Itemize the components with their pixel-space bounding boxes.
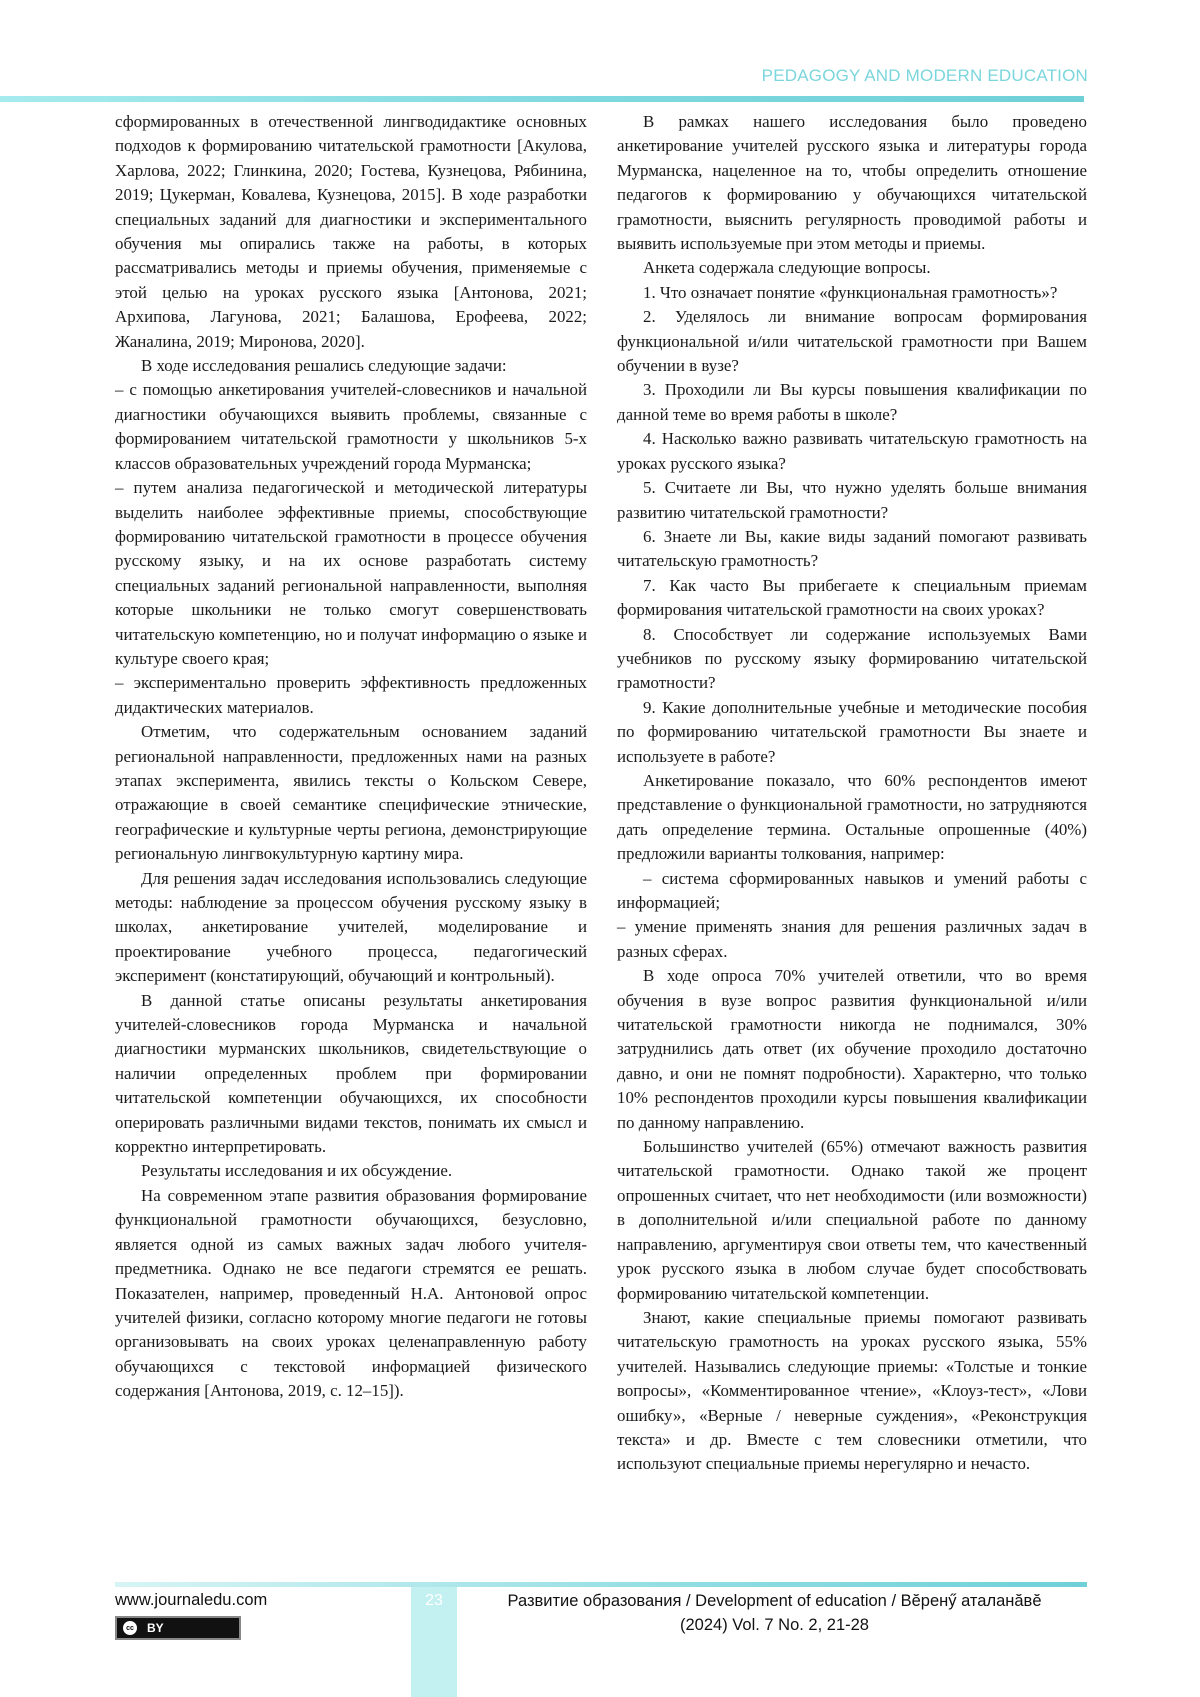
- paragraph: Отметим, что содержательным основанием заданий региональной направленности, предложенных нами на разных этапах эксперимента, явились тексты о Кольском Севере, отражающие в своей семантике специфические этнические, географические и культурные черты региона, демонстрирующие региональную лингвокультурную картину мира.: [115, 720, 587, 866]
- paragraph: сформированных в отечественной лингводидактике основных подходов к формированию читательской грамотности [Акулова, Харлова, 2022; Глинкина, 2020; Гостева, Кузнецова, Рябинина, 2019; Цукерман, Ковалева, Кузнецова, 2015]. В ходе разработки специальных заданий для диагностики и экспериментального обучения мы опирались также на работы, в которых рассматривались методы и приемы обучения, применяемые с этой целью на уроках русского языка [Антонова, 2021; Архипова, Лагунова, 2021; Балашова, Ерофеева, 2022; Жаналина, 2019; Миронова, 2020].: [115, 110, 587, 354]
- cc-by-license-badge[interactable]: [115, 1616, 241, 1640]
- footer-divider: [115, 1582, 1087, 1587]
- task-list-item: – экспериментально проверить эффективность предложенных дидактических материалов.: [115, 671, 587, 720]
- header-divider: [0, 96, 1084, 102]
- questionnaire-item: 4. Насколько важно развивать читательскую грамотность на уроках русского языка?: [617, 427, 1087, 476]
- paragraph: В рамках нашего исследования было проведено анкетирование учителей русского языка и литературы города Мурманска, нацеленное на то, чтобы определить отношение педагогов к формированию у обучающихся читательской грамотности, выяснить регулярность проводимой работы и выявить используемые при этом методы и приемы.: [617, 110, 1087, 256]
- creative-commons-icon: cc: [121, 1619, 139, 1637]
- questionnaire-item: 7. Как часто Вы прибегаете к специальным приемам формирования читательской грамотности на своих уроках?: [617, 574, 1087, 623]
- paragraph: Знают, какие специальные приемы помогают развивать читательскую грамотность на уроках русского языка, 55% учителей. Назывались следующие приемы: «Толстые и тонкие вопросы», «Комментированное чтение», «Клоуз-тест», «Лови ошибку», «Верные / неверные суждения», «Реконструкция текста» и др. Вместе с тем словесники отметили, что используют специальные приемы нерегулярно и нечасто.: [617, 1306, 1087, 1477]
- questionnaire-item: 6. Знаете ли Вы, какие виды заданий помогают развивать читательскую грамотность?: [617, 525, 1087, 574]
- journal-name: Развитие образования / Development of education / Вĕренӳ аталанăвĕ: [472, 1589, 1077, 1613]
- page-number: 23: [411, 1592, 457, 1610]
- paragraph: Для решения задач исследования использовались следующие методы: наблюдение за процессом обучения русскому языку в школах, анкетирование учителей, моделирование и проектирование учебного процесса, педагогический эксперимент (констатирующий, обучающий и контрольный).: [115, 867, 587, 989]
- paragraph: На современном этапе развития образования формирование функциональной грамотности обучающихся, безусловно, является одной из самых важных задач любого учителя-предметника. Однако не все педагоги стремятся ее решать. Показателен, например, проведенный Н.А. Антоновой опрос учителей физики, согласно которому многие педагоги не готовы организовывать на своих уроках целенаправленную работу обучающихся с текстовой информацией физического содержания [Антонова, 2019, с. 12–15]).: [115, 1184, 587, 1404]
- task-list-item: – путем анализа педагогической и методической литературы выделить наиболее эффективные приемы, способствующие формированию читательской грамотности в процессе обучения русскому языку, и на их основе разработать систему специальных заданий региональной направленности, выполняя которые школьники не только смогут совершенствовать читательскую компетенцию, но и получат информацию о языке и культуре своего края;: [115, 476, 587, 671]
- questionnaire-item: 8. Способствует ли содержание используемых Вами учебников по русскому языку формированию читательской грамотности?: [617, 623, 1087, 696]
- journal-citation: [472, 1589, 1077, 1637]
- task-list-item: – с помощью анкетирования учителей-словесников и начальной диагностики обучающихся выявить проблемы, связанные с формированием читательской грамотности у школьников 5-х классов образовательных учреждений города Мурманска;: [115, 378, 587, 476]
- running-header-title: PEDAGOGY AND MODERN EDUCATION: [762, 66, 1088, 86]
- questionnaire-item: 1. Что означает понятие «функциональная грамотность»?: [617, 281, 1087, 305]
- right-text-column: [617, 110, 1087, 1477]
- questionnaire-item: 5. Считаете ли Вы, что нужно уделять больше внимания развитию читательской грамотности?: [617, 476, 1087, 525]
- definition-item: – система сформированных навыков и умений работы с информацией;: [617, 867, 1087, 916]
- paragraph: Большинство учителей (65%) отмечают важность развития читательской грамотности. Однако такой же процент опрошенных считает, что нет необходимости (или возможности) в дополнительной и/или специальной работе по данному направлению, аргументируя свои ответы тем, что качественный урок русского языка в любом случае будет способствовать формированию читательской компетенции.: [617, 1135, 1087, 1306]
- paragraph: Анкетирование показало, что 60% респондентов имеют представление о функциональной грамотности, но затрудняются дать определение термина. Остальные опрошенные (40%) предложили варианты толкования, например:: [617, 769, 1087, 867]
- questionnaire-item: 3. Проходили ли Вы курсы повышения квалификации по данной теме во время работы в школе?: [617, 378, 1087, 427]
- questionnaire-item: 9. Какие дополнительные учебные и методические пособия по формированию читательской грамотности Вы знаете и используете в работе?: [617, 696, 1087, 769]
- questionnaire-item: 2. Уделялось ли внимание вопросам формирования функциональной и/или читательской грамотности при Вашем обучении в вузе?: [617, 305, 1087, 378]
- definition-item: – умение применять знания для решения различных задач в разных сферах.: [617, 915, 1087, 964]
- journal-volume: (2024) Vol. 7 No. 2, 21-28: [472, 1613, 1077, 1637]
- left-text-column: [115, 110, 587, 1404]
- section-heading: Результаты исследования и их обсуждение.: [115, 1159, 587, 1183]
- paragraph: В ходе опроса 70% учителей ответили, что во время обучения в вузе вопрос развития функциональной и/или читательской грамотности никогда не поднимался, 30% затруднились дать ответ (их обучение проходило достаточно давно, и они не помнят подробности). Характерно, что только 10% респондентов проходили курсы повышения квалификации по данному направлению.: [617, 964, 1087, 1135]
- paragraph: В данной статье описаны результаты анкетирования учителей-словесников города Мурманска и начальной диагностики мурманских школьников, свидетельствующие о наличии определенных проблем при формировании читательской компетенции обучающихся, их способности оперировать различными видами текстов, понимать их смысл и корректно интерпретировать.: [115, 989, 587, 1160]
- journal-website-link[interactable]: www.journaledu.com: [115, 1591, 267, 1610]
- license-by-label: BY: [147, 1621, 164, 1635]
- paragraph: Анкета содержала следующие вопросы.: [617, 256, 1087, 280]
- paragraph: В ходе исследования решались следующие задачи:: [115, 354, 587, 378]
